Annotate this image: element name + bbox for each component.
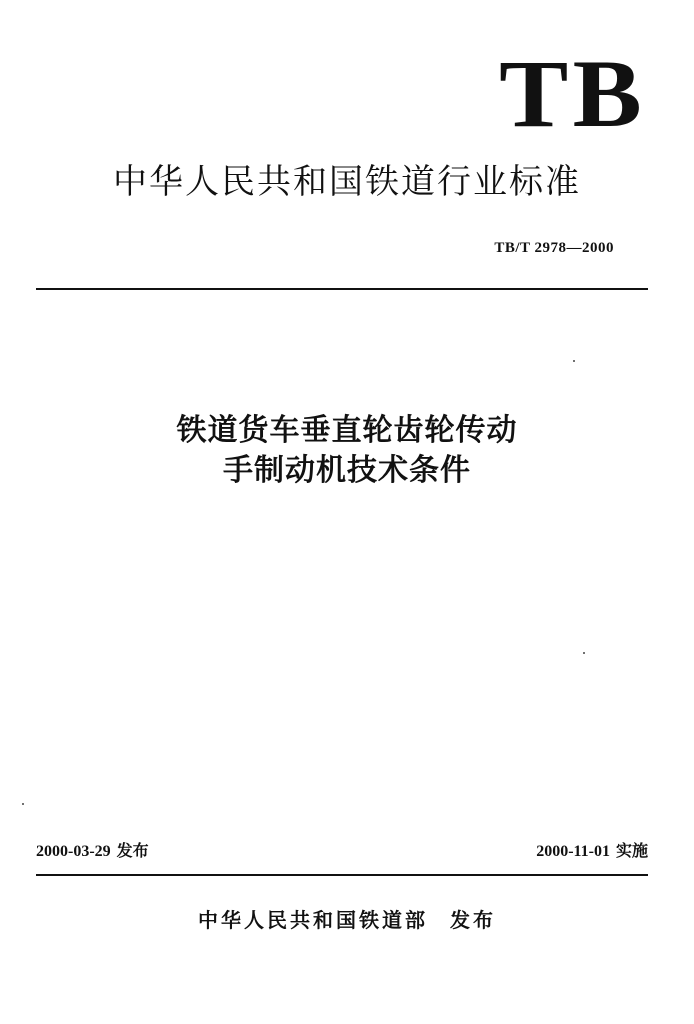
standard-number: TB/T 2978—2000 bbox=[494, 240, 614, 256]
issue-label: 发布 bbox=[116, 841, 149, 860]
tb-logo: TB bbox=[499, 40, 646, 147]
publisher-name: 中华人民共和国铁道部 bbox=[198, 908, 428, 932]
document-title-line-1: 铁道货车垂直轮齿轮传动 bbox=[176, 413, 518, 448]
effective-label: 实施 bbox=[615, 841, 648, 860]
scan-speck bbox=[583, 652, 585, 654]
publisher-line bbox=[0, 904, 694, 933]
issue-date: 2000-03-29 bbox=[36, 843, 111, 860]
scan-speck bbox=[22, 803, 24, 805]
publisher-action: 发布 bbox=[450, 908, 496, 932]
standard-category-title: 中华人民共和国铁道行业标准 bbox=[113, 162, 581, 202]
effective-date-block bbox=[536, 838, 648, 861]
issue-date-block bbox=[36, 838, 149, 861]
effective-date: 2000-11-01 bbox=[536, 843, 610, 860]
footer-divider bbox=[36, 874, 648, 876]
document-title-line-2: 手制动机技术条件 bbox=[223, 453, 471, 488]
scan-speck bbox=[573, 360, 575, 362]
header-divider bbox=[36, 288, 648, 290]
